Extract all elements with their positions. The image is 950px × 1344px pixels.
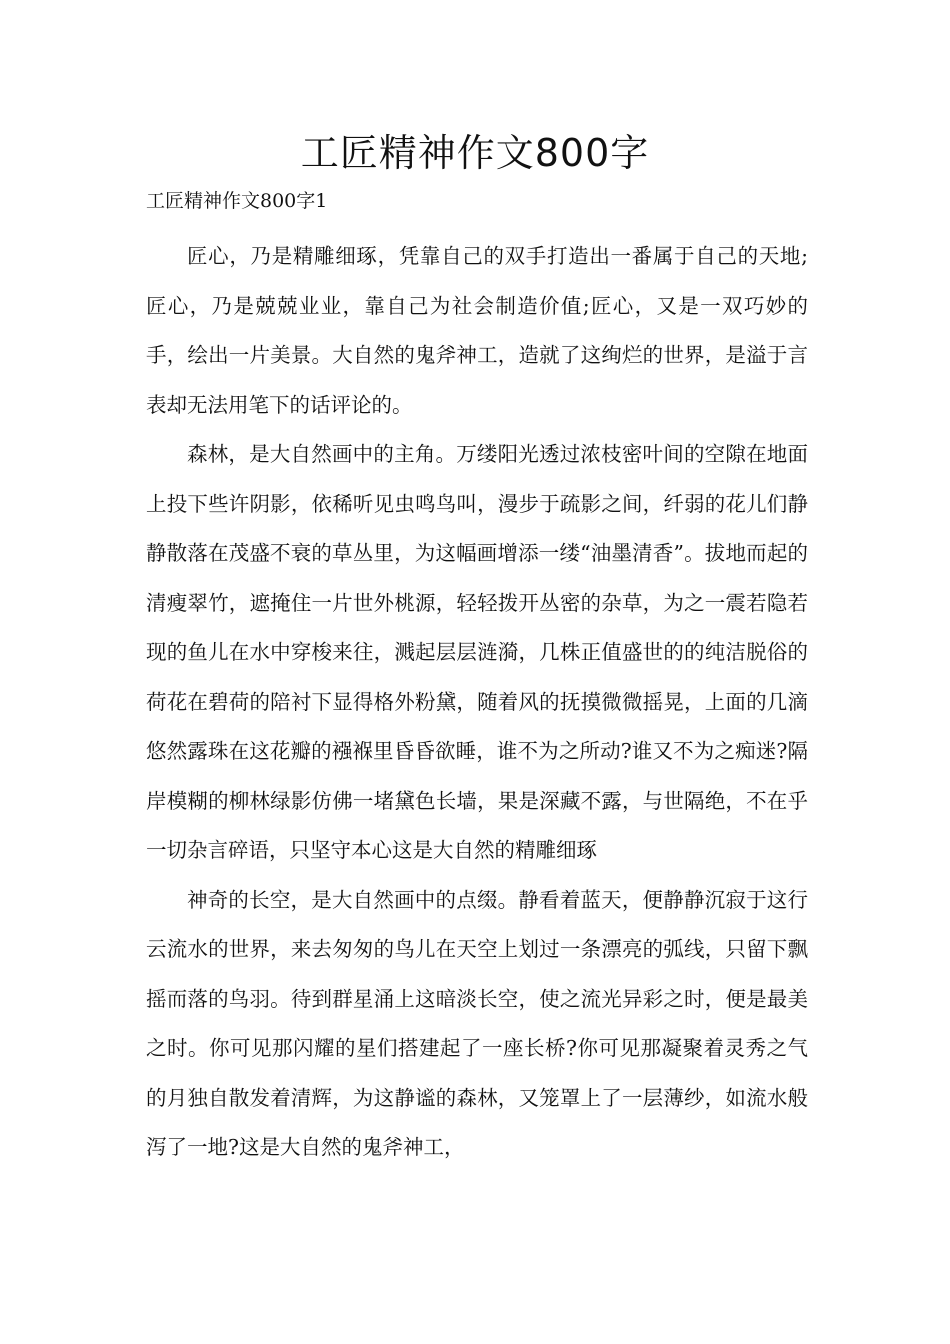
essay-subheading: 工匠精神作文800字1 <box>146 190 328 212</box>
paragraph-1: 匠心，乃是精雕细琢，凭靠自己的双手打造出一番属于自己的天地;匠心，乃是兢兢业业，靠自己为社会制造价值;匠心，又是一双巧妙的手，绘出一片美景。大自然的鬼斧神工，造就了这绚烂的世界，是溢于言表却无法用笔下的话评论的。 <box>146 244 808 417</box>
paragraph-3: 神奇的长空，是大自然画中的点缀。静看着蓝天，便静静沉寂于这行云流水的世界，来去匆匆的鸟儿在天空上划过一条漂亮的弧线，只留下飘摇而落的鸟羽。待到群星涌上这暗淡长空，使之流光异彩之时，便是最美之时。你可见那闪耀的星们搭建起了一座长桥?你可见那凝聚着灵秀之气的月独自散发着清辉，为这静谧的森林，又笼罩上了一层薄纱，如流水般泻了一地?这是大自然的鬼斧神工， <box>146 887 808 1159</box>
essay-body <box>146 232 808 1173</box>
paragraph-2: 森林，是大自然画中的主角。万缕阳光透过浓枝密叶间的空隙在地面上投下些许阴影，依稀听见虫鸣鸟叫，漫步于疏影之间，纤弱的花儿们静静散落在茂盛不衰的草丛里，为这幅画增添一缕“油墨清香”。拔地而起的清瘦翠竹，遮掩住一片世外桃源，轻轻拨开丛密的杂草，为之一震若隐若现的鱼儿在水中穿梭来往，溅起层层涟漪，几株正值盛世的的纯洁脱俗的荷花在碧荷的陪衬下显得格外粉黛，随着风的抚摸微微摇晃，上面的几滴悠然露珠在这花瓣的襁褓里昏昏欲睡，谁不为之所动?谁又不为之痴迷?隔岸模糊的柳林绿影仿佛一堵黛色长墙，果是深藏不露，与世隔绝，不在乎一切杂言碎语，只坚守本心这是大自然的精雕细琢 <box>146 442 808 862</box>
document-title: 工匠精神作文800字 <box>300 131 650 175</box>
